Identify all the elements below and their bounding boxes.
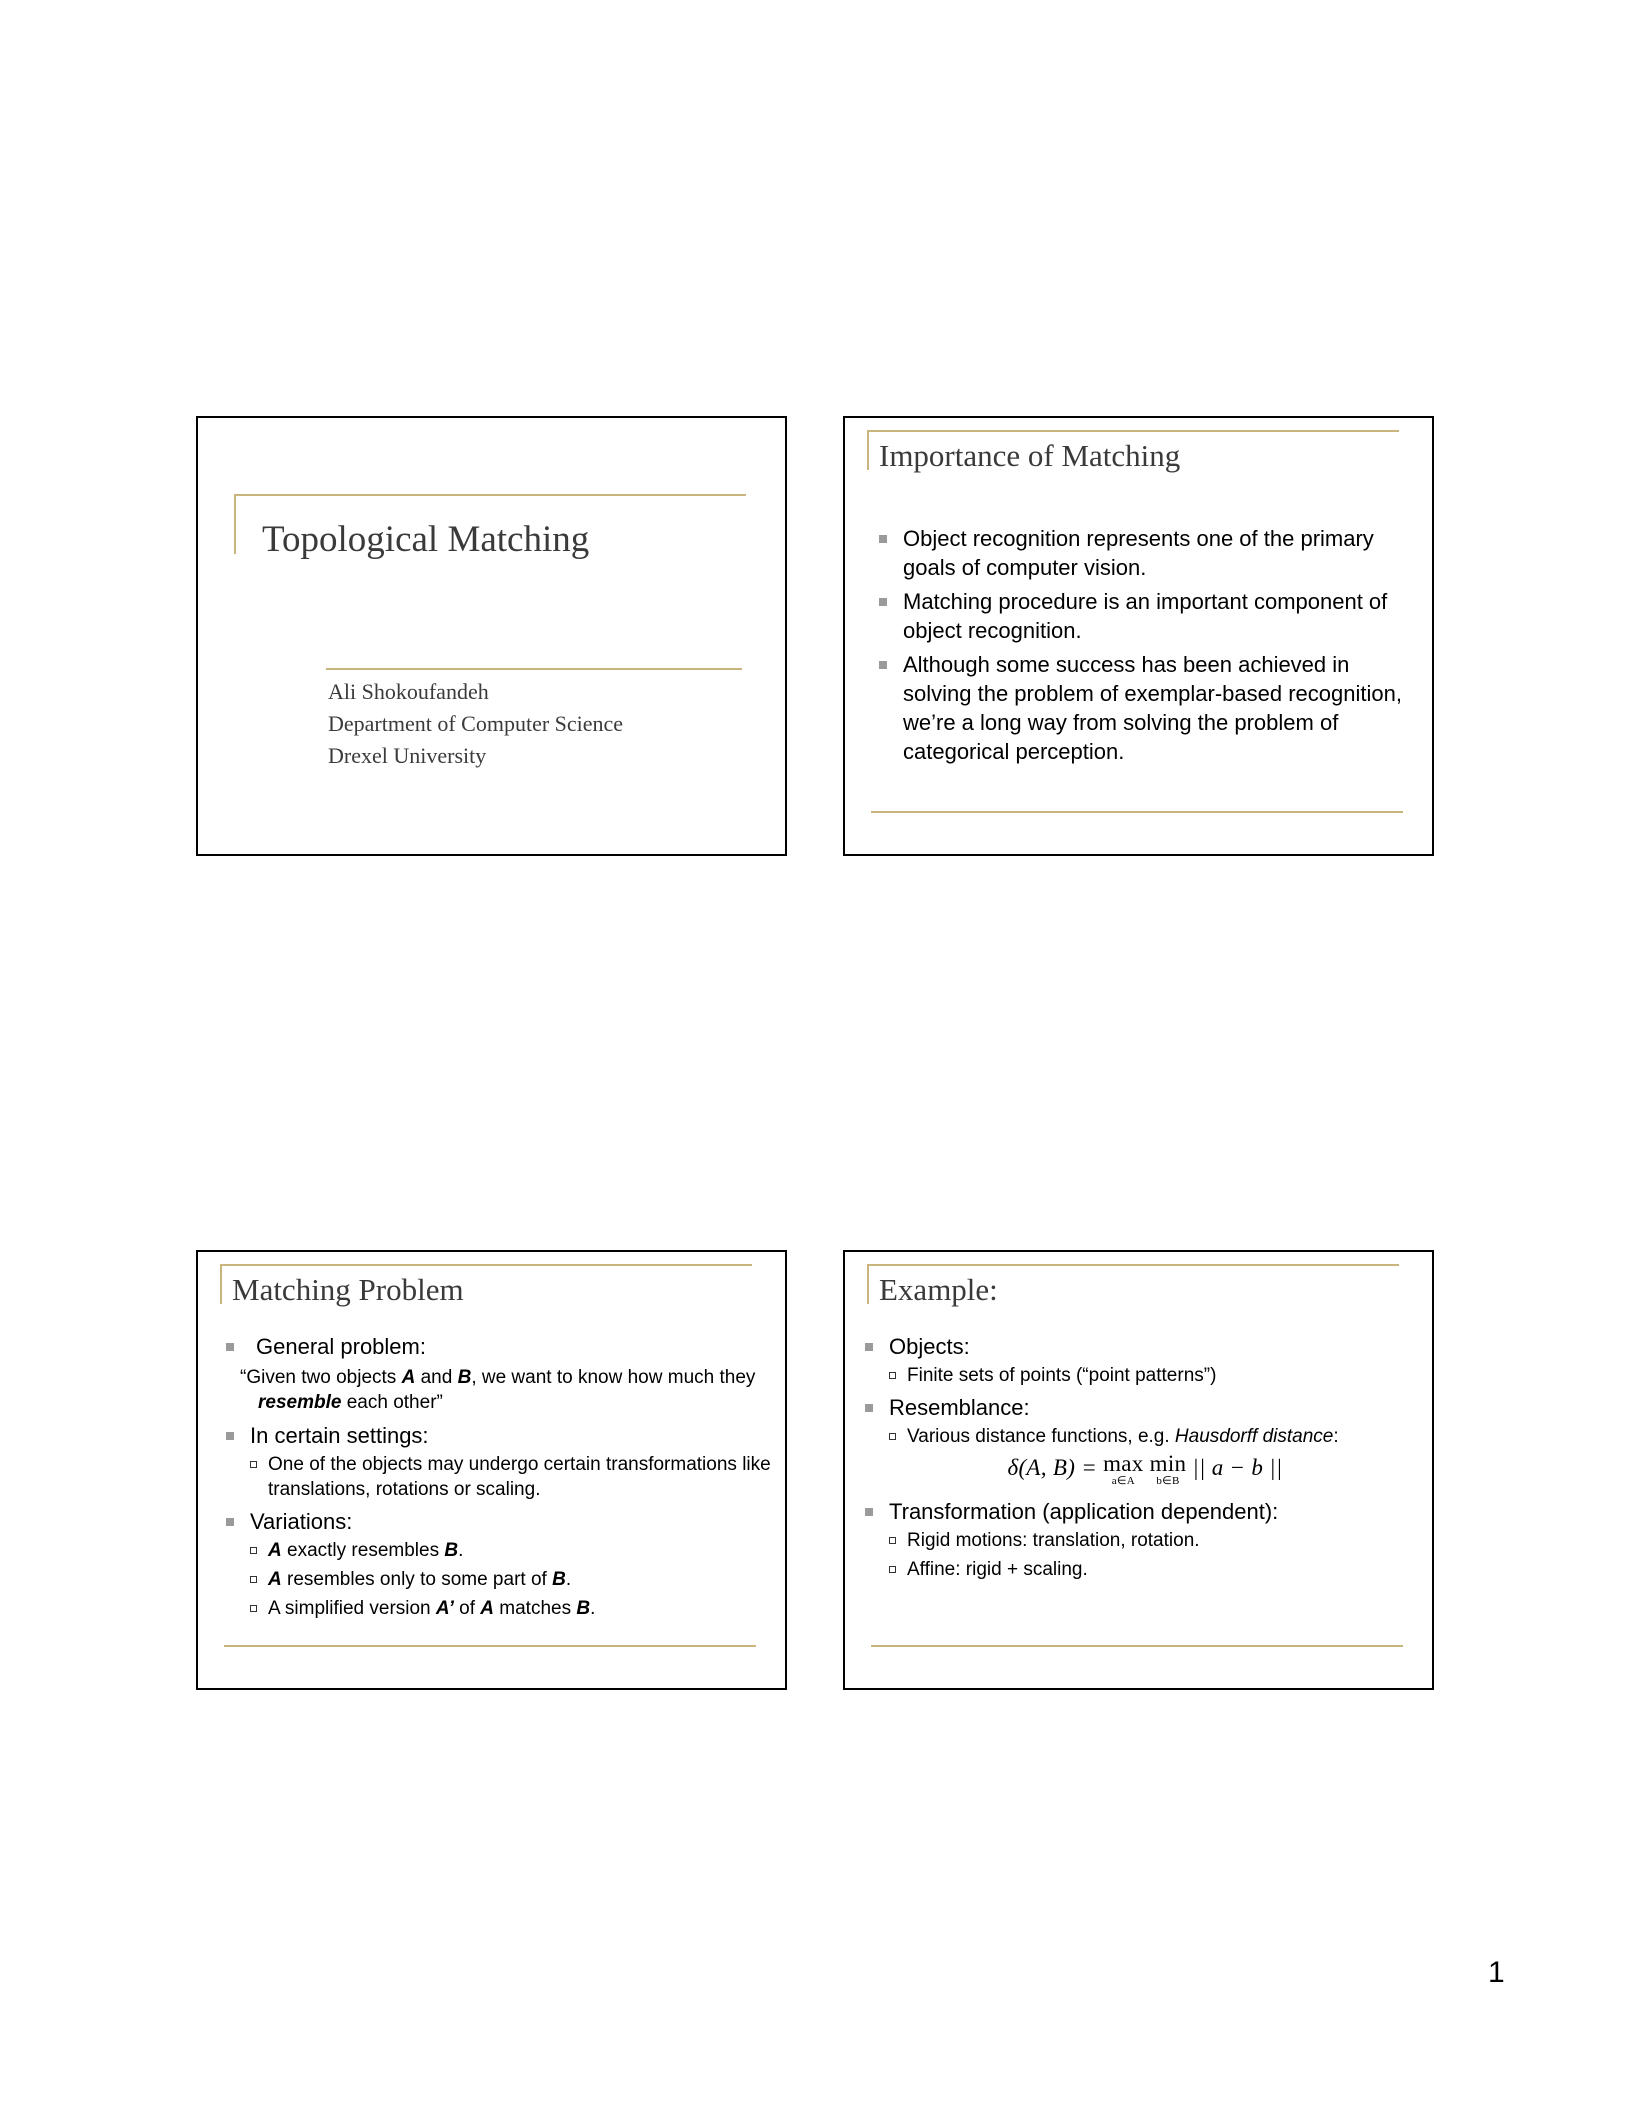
footer-rule — [871, 1645, 1403, 1647]
slide-matching-problem — [196, 1250, 787, 1690]
square-bullet-icon — [879, 535, 887, 543]
bullet-item: Resemblance: Various distance functions, e.g. Hausdorff distance: δ(A, B) = max a∈A min b∈B || a − b || — [865, 1393, 1425, 1487]
bullet-item: Matching procedure is an important component of object recognition. — [879, 587, 1419, 645]
author-name: Ali Shokoufandeh — [328, 679, 489, 704]
square-bullet-icon — [879, 661, 887, 669]
bullet-item: In certain settings: One of the objects may undergo certain transformations like translations, rotations or scaling. — [226, 1421, 778, 1502]
author-rule — [326, 668, 742, 670]
title-rule-top — [234, 494, 746, 496]
hollow-square-bullet-icon — [889, 1433, 896, 1440]
slide-example — [843, 1250, 1434, 1690]
square-bullet-icon — [865, 1508, 873, 1516]
slide-heading: Matching Problem — [232, 1272, 464, 1307]
bullet-item: Variations: A exactly resembles B. A resembles only to some part of B. A simplified version A’ of A matches B. — [226, 1507, 778, 1621]
square-bullet-icon — [226, 1518, 234, 1526]
bullet-list — [879, 524, 1419, 771]
hollow-square-bullet-icon — [889, 1372, 896, 1379]
author-university: Drexel University — [328, 743, 487, 768]
hollow-square-bullet-icon — [250, 1605, 257, 1612]
square-bullet-icon — [865, 1343, 873, 1351]
title-rule-top — [220, 1264, 752, 1266]
square-bullet-icon — [865, 1404, 873, 1412]
hollow-square-bullet-icon — [250, 1547, 257, 1554]
sub-item: A simplified version A’ of A matches B. — [250, 1596, 778, 1621]
bullet-list — [226, 1332, 778, 1626]
bullet-item: General problem: “Given two objects A and B, we want to know how much they resemble each other” — [226, 1332, 778, 1415]
hollow-square-bullet-icon — [889, 1537, 896, 1544]
footer-rule — [871, 811, 1403, 813]
title-rule-top — [867, 430, 1399, 432]
sub-item: A exactly resembles B. — [250, 1538, 778, 1563]
author-department: Department of Computer Science — [328, 711, 624, 736]
slide-heading: Example: — [879, 1272, 998, 1307]
quote-text: “Given two objects A and B, we want to know how much they resemble each other” — [240, 1367, 756, 1413]
sub-list — [889, 1363, 1425, 1388]
sub-item: Rigid motions: translation, rotation. — [889, 1528, 1425, 1553]
sub-list — [250, 1452, 778, 1502]
title-rule-left — [867, 430, 869, 470]
square-bullet-icon — [226, 1343, 234, 1351]
hausdorff-formula: δ(A, B) = max a∈A min b∈B || a − b || — [1007, 1451, 1283, 1487]
bullet-list — [865, 1332, 1425, 1587]
sub-item: Various distance functions, e.g. Hausdorff distance: — [889, 1424, 1425, 1449]
bullet-item: Although some success has been achieved in solving the problem of exemplar-based recognition, we’re a long way from solving the problem of categorical perception. — [879, 650, 1419, 766]
hollow-square-bullet-icon — [250, 1461, 257, 1468]
slide-heading: Importance of Matching — [879, 438, 1181, 473]
bullet-item: Object recognition represents one of the primary goals of computer vision. — [879, 524, 1419, 582]
title-rule-left — [867, 1264, 869, 1304]
footer-rule — [224, 1645, 756, 1647]
sub-item: A resembles only to some part of B. — [250, 1567, 778, 1592]
hollow-square-bullet-icon — [889, 1566, 896, 1573]
sub-list — [250, 1538, 778, 1621]
sub-list — [889, 1528, 1425, 1582]
title-rule-top — [867, 1264, 1399, 1266]
sub-item: Affine: rigid + scaling. — [889, 1557, 1425, 1582]
page-number: 1 — [1488, 1956, 1505, 1989]
title-rule-left — [220, 1264, 222, 1304]
slide-title — [196, 416, 787, 856]
square-bullet-icon — [226, 1432, 234, 1440]
sub-list — [889, 1424, 1425, 1449]
square-bullet-icon — [879, 598, 887, 606]
sub-item: Finite sets of points (“point patterns”) — [889, 1363, 1425, 1388]
slide-title-text: Topological Matching — [262, 519, 590, 560]
bullet-item: Transformation (application dependent): Rigid motions: translation, rotation. Affine: rigid + scaling. — [865, 1497, 1425, 1582]
title-rule-left — [234, 494, 236, 554]
bullet-item: Objects: Finite sets of points (“point patterns”) — [865, 1332, 1425, 1388]
sub-item: One of the objects may undergo certain transformations like translations, rotations or scaling. — [250, 1452, 778, 1502]
slide-importance — [843, 416, 1434, 856]
author-block — [328, 676, 623, 772]
hollow-square-bullet-icon — [250, 1576, 257, 1583]
